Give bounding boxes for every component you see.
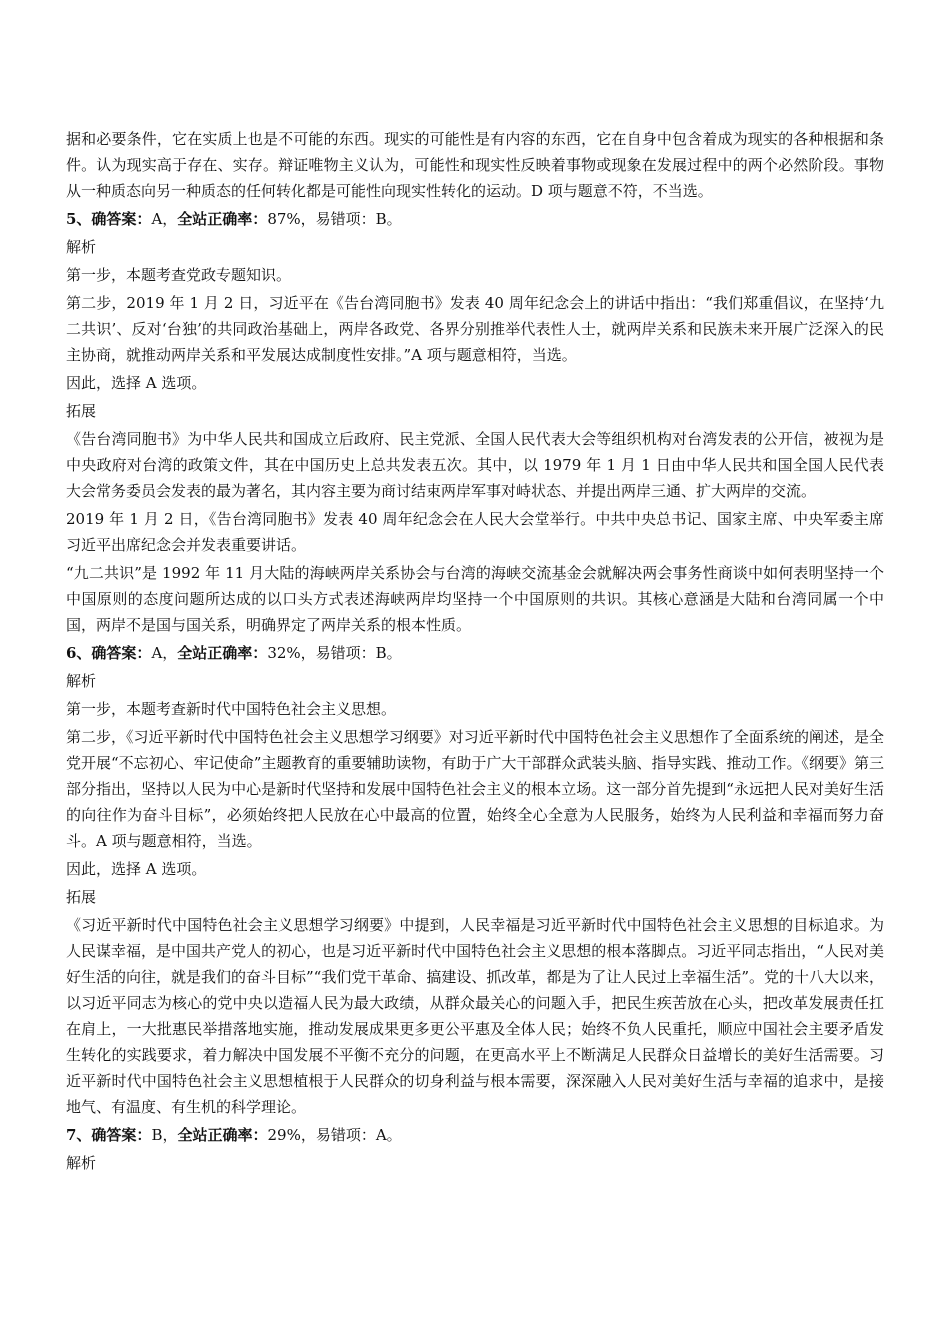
answer-line-7 [66,1122,884,1148]
answer-line-5 [66,206,884,232]
paragraph-step-2: 第二步，《习近平新时代中国特色社会主义思想学习纲要》对习近平新时代中国特色社会主义思想作了全面系统的阐述，是全党开展“不忘初心、牢记使命”主题教育的重要辅助读物，有助于广大干部群众武装头脑、指导实践、推动工作。《纲要》第三部分指出，坚持以人民为中心是新时代坚持和发展中国特色社会主义的根本立场。这一部分首先提到“永远把人民对美好生活的向往作为奋斗目标”，必须始终把人民放在心中最高的位置，始终全心全意为人民服务，始终为人民利益和幸福而努力奋斗。A 项与题意相符，当选。 [66,728,884,850]
answer-line-6 [66,640,884,666]
accuracy-value: 29%，易错项：A。 [267,1126,402,1144]
section-heading-analysis: 解析 [66,672,97,690]
paragraph-conclusion: 因此，选择 A 选项。 [66,374,207,392]
section-heading-analysis: 解析 [66,238,97,256]
paragraph-step-2: 第二步，2019 年 1 月 2 日，习近平在《告台湾同胞书》发表 40 周年纪念会上的讲话中指出：“我们郑重倡议，在坚持‘九二共识’、反对‘台独’的共同政治基础上，两岸各政党、各界分别推举代表性人士，就两岸关系和民族未来开展广泛深入的民主协商，就推动两岸关系和平发展达成制度性安排。”A 项与题意相符，当选。 [66,294,884,364]
accuracy-value: 87%，易错项：B。 [267,210,402,228]
answer-value: B， [151,1126,178,1144]
paragraph-extension: 《告台湾同胞书》为中华人民共和国成立后政府、民主党派、全国人民代表大会等组织机构对台湾发表的公开信，被视为是中央政府对台湾的政策文件，其在中国历史上总共发表五次。其中，以 1979 年 1 月 1 日由中华人民共和国全国人民代表大会常务委员会发表的最为著名，其内容主要为商讨结束两岸军事对峙状态、并提出两岸三通、扩大两岸的交流。 [66,430,884,500]
answer-label: 5、确答案： [66,210,152,228]
section-heading-extension: 拓展 [66,888,97,906]
answer-label: 7、确答案： [66,1126,152,1144]
answer-value: A， [151,644,178,662]
section-heading-analysis: 解析 [66,1154,97,1172]
paragraph-step-1: 第一步，本题考查党政专题知识。 [66,266,292,284]
paragraph-conclusion: 因此，选择 A 选项。 [66,860,207,878]
accuracy-label: 全站正确率： [177,1126,268,1144]
accuracy-value: 32%，易错项：B。 [267,644,402,662]
paragraph-extension: “九二共识”是 1992 年 11 月大陆的海峡两岸关系协会与台湾的海峡交流基金会就解决两会事务性商谈中如何表明坚持一个中国原则的态度问题所达成的以口头方式表述海峡两岸均坚持一个中国原则的共识。其核心意涵是大陆和台湾同属一个中国，两岸不是国与国关系，明确界定了两岸关系的根本性质。 [66,564,884,634]
answer-label: 6、确答案： [66,644,152,662]
answer-value: A， [151,210,178,228]
paragraph-extension: 《习近平新时代中国特色社会主义思想学习纲要》中提到，人民幸福是习近平新时代中国特色社会主义思想的目标追求。为人民谋幸福，是中国共产党人的初心，也是习近平新时代中国特色社会主义思想的根本落脚点。习近平同志指出，“人民对美好生活的向往，就是我们的奋斗目标”“我们党干革命、搞建设、抓改革，都是为了让人民过上幸福生活”。党的十八大以来，以习近平同志为核心的党中央以造福人民为最大政绩，从群众最关心的问题入手，把民生疾苦放在心头，把改革发展责任扛在肩上，一大批惠民举措落地实施，推动发展成果更多更公平惠及全体人民；始终不负人民重托，顺应中国社会主要矛盾发生转化的实践要求，着力解决中国发展不平衡不充分的问题，在更高水平上不断满足人民群众日益增长的美好生活需要。习近平新时代中国特色社会主义思想植根于人民群众的切身利益与根本需要，深深融入人民对美好生活与幸福的追求中，是接地气、有温度、有生机的科学理论。 [66,916,885,1116]
section-heading-extension: 拓展 [66,402,97,420]
accuracy-label: 全站正确率： [177,644,268,662]
accuracy-label: 全站正确率： [177,210,268,228]
paragraph-extension: 2019 年 1 月 2 日，《告台湾同胞书》发表 40 周年纪念会在人民大会堂举行。中共中央总书记、国家主席、中央军委主席习近平出席纪念会并发表重要讲话。 [66,510,884,554]
paragraph-step-1: 第一步，本题考查新时代中国特色社会主义思想。 [66,700,397,718]
paragraph-continuation: 据和必要条件，它在实质上也是不可能的东西。现实的可能性是有内容的东西，它在自身中包含着成为现实的各种根据和条件。认为现实高于存在、实存。辩证唯物主义认为，可能性和现实性反映着事物或现象在发展过程中的两个必然阶段。事物从一种质态向另一种质态的任何转化都是可能性向现实性转化的运动。D 项与题意不符，不当选。 [66,130,884,200]
